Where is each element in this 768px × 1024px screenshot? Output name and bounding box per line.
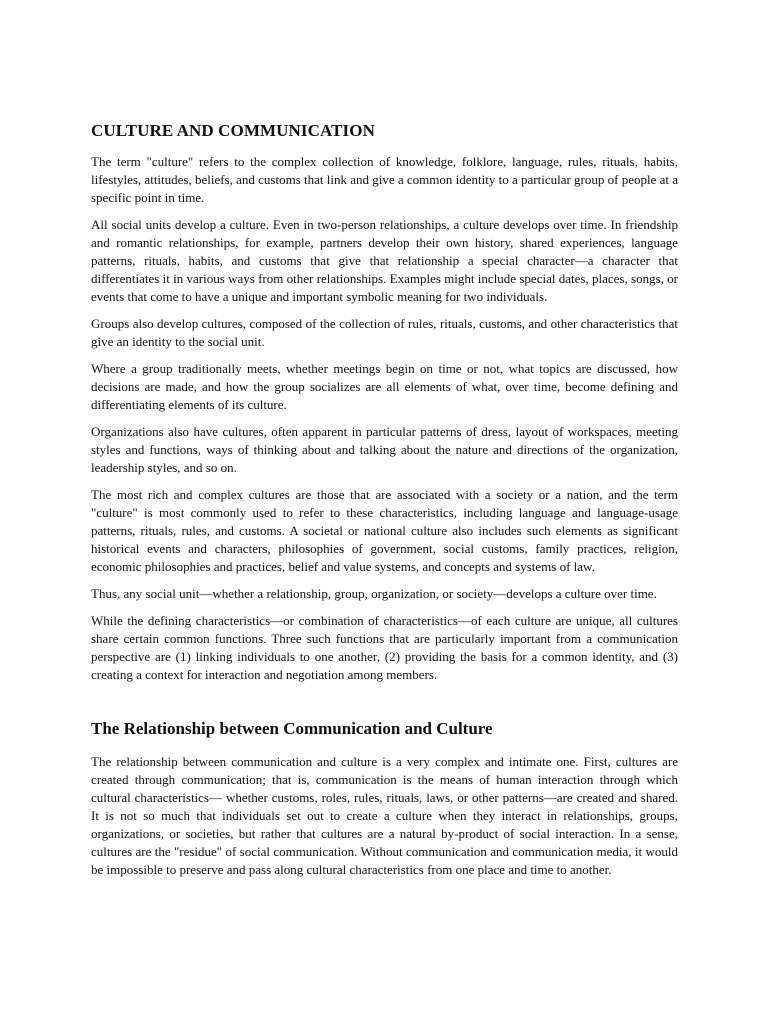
paragraph-social-unit-summary: Thus, any social unit—whether a relationship, group, organization, or society—develops a culture over time. [91,586,657,601]
paragraph-social-units: All social units develop a culture. Even in two-person relationships, a culture develops over time. In friendship and romantic relationships, for example, partners develop their own history, shared experiences, language patterns, rituals, habits, and customs that give that relationship a special character—a character that differentiates it in various ways from other relationships. Examples might include special dates, places, songs, or events that come to have a unique and important symbolic meaning for two individuals. [91,217,678,304]
paragraph-culture-definition: The term "culture" refers to the complex collection of knowledge, folklore, language, rules, rituals, habits, lifestyles, attitudes, beliefs, and customs that link and give a common identity to a particular group of people at a specific point in time. [91,154,679,205]
paragraph-common-functions: While the defining characteristics—or combination of characteristics—of each culture are unique, all cultures share certain common functions. Three such functions that are particularly important from a communication perspective are (1) linking individuals to one another, (2) providing the basis for a common identity, and (3) creating a context for interaction and negotiation among members. [91,613,678,682]
section-title-culture-and-communication: CULTURE AND COMMUNICATION [91,121,375,140]
paragraph-societal-cultures: The most rich and complex cultures are those that are associated with a society or a nation, and the term "culture" is most commonly used to refer to these characteristics, including language and language-usage patterns, rituals, rules, and customs. A societal or national culture also includes such elements as significant historical events and characters, philosophies of government, social customs, family practices, religion, economic philosophies and practices, belief and value systems, and concepts and systems of law. [91,487,678,574]
section-title-relationship: The Relationship between Communication and Culture [91,719,493,738]
paragraph-group-meetings: Where a group traditionally meets, whether meetings begin on time or not, what topics are discussed, how decisions are made, and how the group socializes are all elements of what, over time, become defining and differentiating elements of its culture. [91,361,678,412]
paragraph-organization-cultures: Organizations also have cultures, often apparent in particular patterns of dress, layout of workspaces, meeting styles and functions, ways of thinking about and talking about the nature and directions of the organization, leadership styles, and so on. [91,424,678,475]
document-body [91,120,678,888]
paragraph-group-cultures: Groups also develop cultures, composed of the collection of rules, rituals, customs, and other characteristics that give an identity to the social unit. [91,316,678,349]
paragraph-relationship-communication-culture: The relationship between communication and culture is a very complex and intimate one. First, cultures are created through communication; that is, communication is the means of human interaction through which cultural characteristics— whether customs, roles, rules, rituals, laws, or other patterns—are created and shared. It is not so much that individuals set out to create a culture when they interact in relationships, groups, organizations, or societies, but rather that cultures are a natural by-product of social interaction. In a sense, cultures are the "residue" of social communication. Without communication and communication media, it would be impossible to preserve and pass along cultural characteristics from one place and time to another. [91,754,678,877]
